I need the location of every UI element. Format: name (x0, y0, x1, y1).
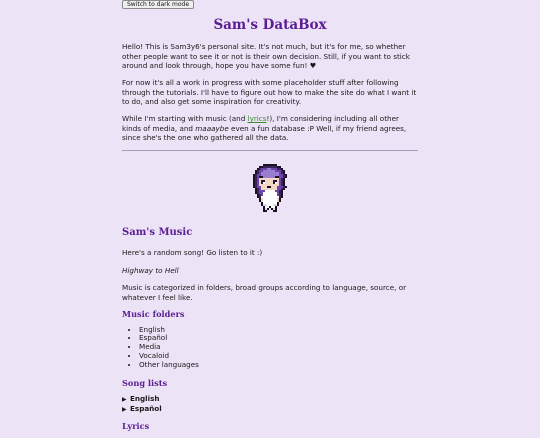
section-divider (122, 150, 418, 151)
intro-text-after: even a fun database :P Well, if my friend agrees, since she's the one who gathered all the data. (122, 123, 407, 143)
intro-paragraph-2: For now it's all a work in progress with some placeholder stuff after following through the tutorials. I'll have to figure out how to make the site do what I want it to do, and also get some inspiration for creativity. (122, 78, 417, 106)
folder-item: • Other languages (139, 361, 418, 370)
random-song-intro: Here's a random song! Go listen to it :) (122, 248, 263, 258)
intro-text-before-link: While I'm starting with music (and (122, 114, 248, 124)
pixel-avatar (122, 163, 418, 213)
song-list-toggle-espanol[interactable] (122, 404, 418, 414)
song-lists-title: Song lists (122, 377, 168, 388)
song-list-label: Español (130, 403, 162, 413)
intro-text-emphasis: maaaybe (195, 123, 229, 133)
intro-text-middle: !), I'm considering including all other kinds of media, and (122, 114, 399, 133)
intro-paragraph-1: Hello! This is Sam3y6's personal site. It's not much, but it's for me, so whether other people want to see it or not is their own decision. Still, if you want to stick around and look through, hope you have some fun! ♥ (122, 42, 410, 70)
folder-item: • Español (139, 334, 418, 343)
main-content (122, 14, 418, 438)
music-description: Music is categorized in folders, broad groups according to language, source, or whatever I feel like. (122, 283, 407, 302)
dark-mode-toggle-button[interactable]: Switch to dark mode (122, 0, 194, 9)
lyrics-link[interactable]: lyrics (247, 114, 267, 124)
random-song-title: Highway to Hell (122, 265, 179, 275)
intro-paragraph-3 (122, 114, 418, 142)
song-list-label: English (130, 394, 160, 404)
page-title: Sam's DataBox (213, 17, 327, 33)
music-section-title: Sam's Music (122, 227, 193, 239)
folder-item: • English (139, 326, 418, 335)
disclosure-triangle-icon: ▶ (122, 405, 127, 413)
lyrics-section-title: Lyrics (122, 421, 150, 432)
pixel-character-icon (249, 163, 291, 213)
folder-item: • Media (139, 343, 418, 352)
song-lists (122, 394, 418, 413)
folder-item: • Vocaloid (139, 352, 418, 361)
song-list-toggle-english[interactable] (122, 394, 418, 404)
disclosure-triangle-icon: ▶ (122, 396, 127, 404)
music-folders-list (122, 326, 418, 370)
music-folders-title: Music folders (122, 308, 185, 319)
